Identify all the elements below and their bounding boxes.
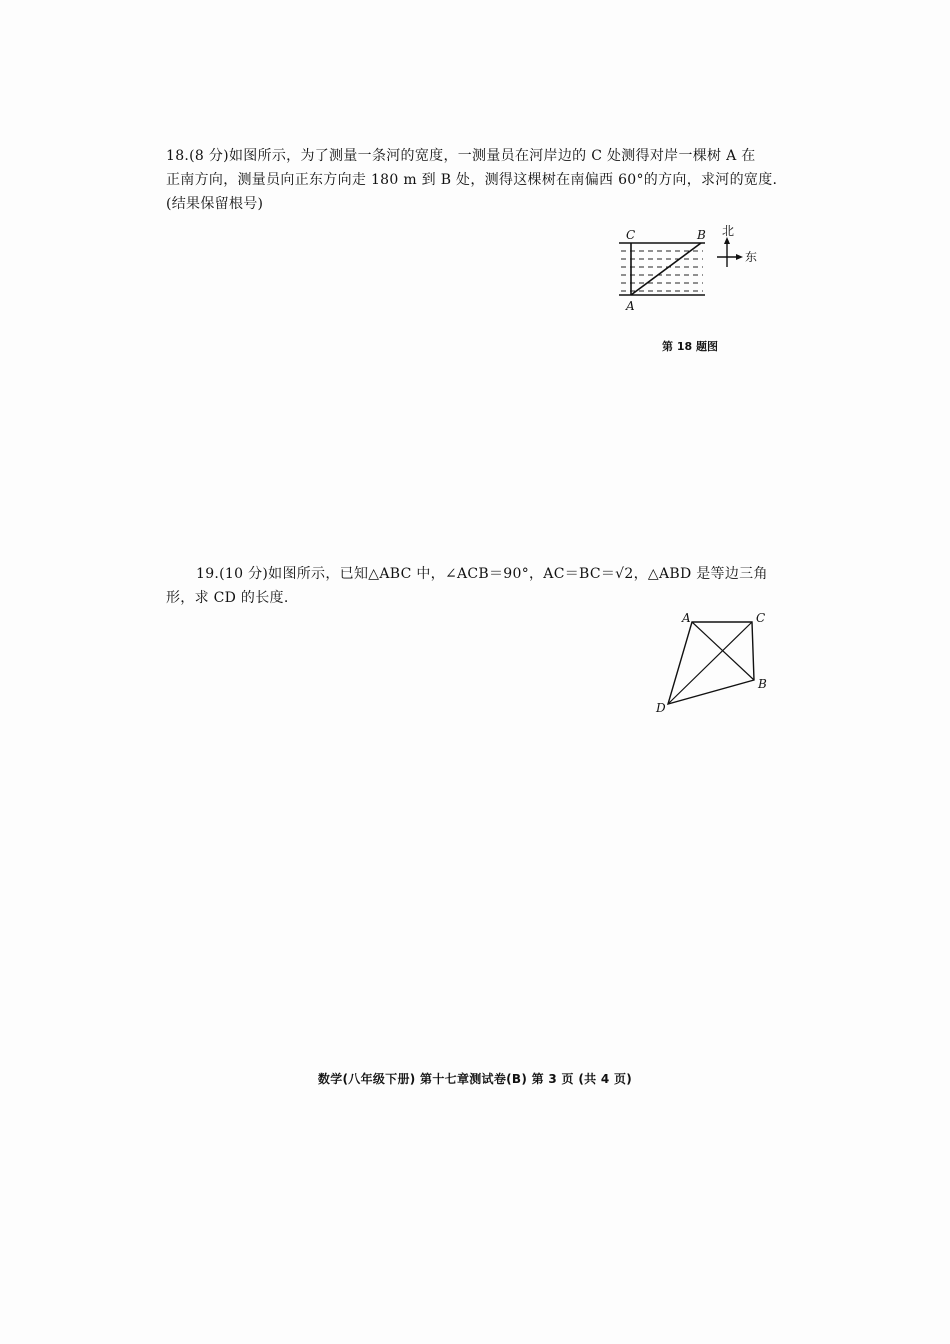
point-a-label: A: [626, 299, 635, 313]
point-d-label: D: [656, 701, 666, 715]
question-18-line-1: 18.(8 分)如图所示，为了测量一条河的宽度，一测量员在河岸边的 C 处测得对岸一棵树 A 在: [166, 148, 756, 164]
east-label: 东: [745, 250, 758, 264]
question-18-line-3: (结果保留根号): [166, 196, 264, 212]
question-19: [166, 562, 768, 610]
question-18-figure: [611, 221, 773, 327]
figure-18-caption: 第 18 题图: [662, 340, 718, 353]
question-18: [166, 144, 777, 216]
point-c-label: C: [626, 228, 636, 242]
point-a-label: A: [682, 611, 691, 625]
point-b-label: B: [758, 677, 767, 691]
page-footer: 数学(八年级下册) 第十七章测试卷(B) 第 3 页 (共 4 页): [317, 1072, 633, 1086]
compass-icon: [717, 237, 743, 267]
point-b-label: B: [697, 228, 706, 242]
north-label: 北: [722, 224, 735, 238]
question-19-line-1: 19.(10 分)如图所示，已知△ABC 中，∠ACB＝90°，AC＝BC＝√2，△ABD 是等边三角: [196, 566, 768, 582]
question-19-figure: [650, 608, 774, 720]
question-19-line-2: 形，求 CD 的长度.: [166, 590, 289, 606]
point-c-label: C: [756, 611, 766, 625]
question-18-line-2: 正南方向，测量员向正东方向走 180 m 到 B 处，测得这棵树在南偏西 60°的方向，求河的宽度.: [166, 172, 778, 188]
